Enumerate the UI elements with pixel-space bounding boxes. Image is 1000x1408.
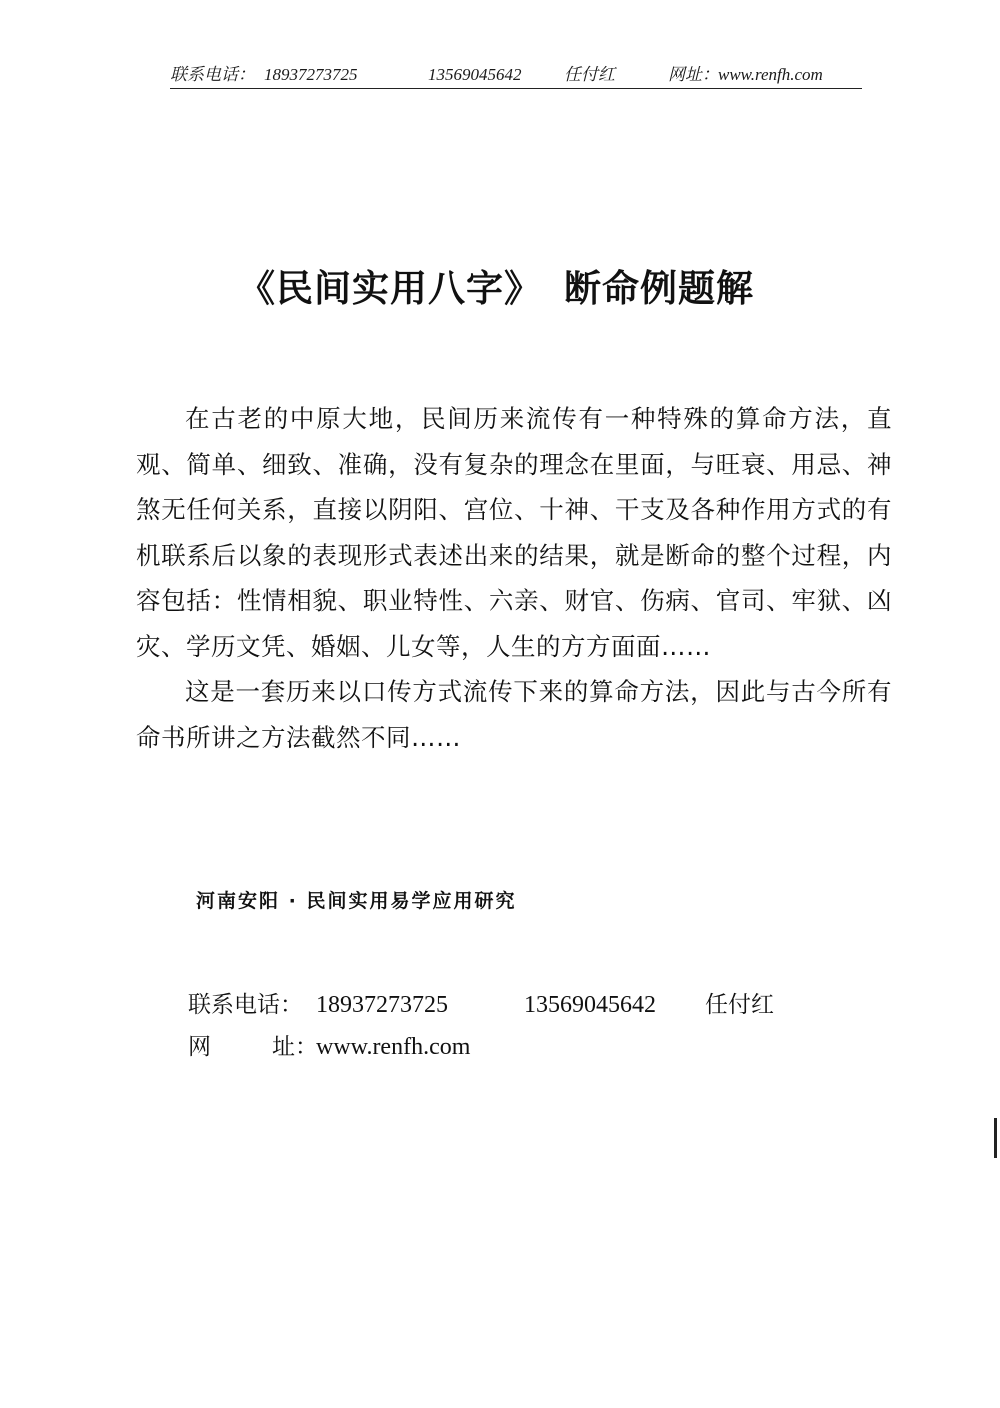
contact-phone-2: 13569045642 — [524, 992, 656, 1018]
page-title — [238, 262, 808, 314]
contact-website: www.renfh.com — [316, 1034, 471, 1060]
header-phone-label: 联系电话： — [170, 65, 255, 84]
page-header — [170, 62, 862, 89]
contact-web-label-part2: 址： — [272, 1034, 318, 1060]
header-phone-2: 13569045642 — [428, 65, 522, 84]
contact-web-label-part1: 网 — [188, 1034, 211, 1060]
organization-line: 河南安阳 · 民间实用易学应用研究 — [196, 890, 517, 912]
book-title: 《民间实用八字》 — [238, 266, 542, 310]
contact-phone-label: 联系电话： — [188, 992, 303, 1018]
contact-block — [188, 984, 774, 1068]
contact-web-row — [188, 1026, 471, 1068]
contact-phone-row — [188, 984, 774, 1026]
header-contact-name: 任付红 — [564, 65, 615, 84]
intro-paragraph-1: 在古老的中原大地，民间历来流传有一种特殊的算命方法，直观、简单、细致、准确，没有复杂的理念在里面，与旺衰、用忌、神煞无任何关系，直接以阴阳、宫位、十神、干支及各种作用方式的有机联系后以象的表现形式表述出来的结果，就是断命的整个过程，内容包括：性情相貌、职业特性、六亲、财官、伤病、官司、牢狱、凶灾、学历文凭、婚姻、儿女等，人生的方方面面…… — [136, 404, 892, 661]
header-website: www.renfh.com — [718, 65, 823, 84]
title-subtitle: 断命例题解 — [564, 266, 754, 310]
scan-edge-mark — [994, 1118, 997, 1158]
intro-paragraph-2: 这是一套历来以口传方式流传下来的算命方法，因此与古今所有命书所讲之方法截然不同…… — [136, 677, 892, 752]
intro-body — [136, 396, 892, 760]
header-phone-1: 18937273725 — [264, 65, 358, 84]
contact-name: 任付红 — [705, 992, 774, 1018]
contact-phone-1: 18937273725 — [316, 992, 448, 1018]
header-web-label: 网址： — [668, 65, 719, 84]
